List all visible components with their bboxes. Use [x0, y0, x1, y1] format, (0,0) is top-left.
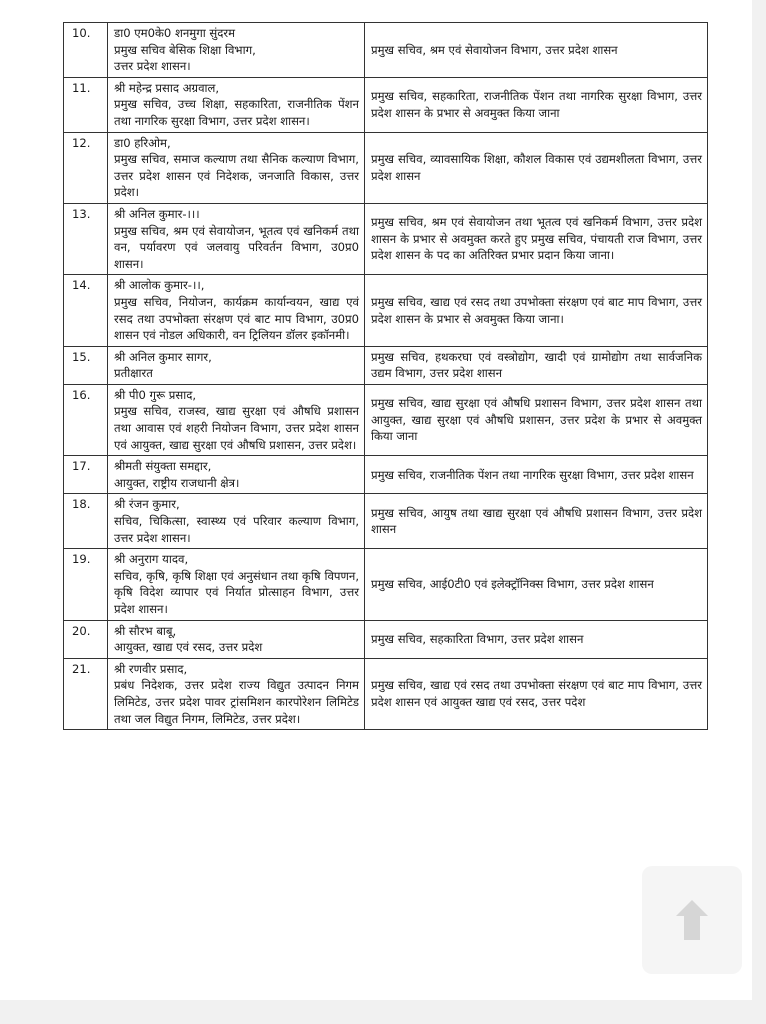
- table-row: [64, 384, 708, 455]
- officer-current-post: [108, 346, 365, 384]
- officer-current-post: [108, 549, 365, 620]
- current-post-text: सचिव, कृषि, कृषि शिक्षा एवं अनुसंधान तथा कृषि विपणन, कृषि विदेश व्यापार एवं निर्यात प्रोत्साहन विभाग, उत्तर प्रदेश शासन।: [114, 568, 359, 616]
- row-number: 18.: [64, 494, 108, 549]
- officer-name: श्री अनिल कुमार सागर,: [114, 349, 212, 364]
- officer-name: श्री पी0 गुरू प्रसाद,: [114, 387, 197, 402]
- officer-name: श्री सौरभ बाबू,: [114, 623, 177, 638]
- arrow-up-icon: [672, 896, 712, 944]
- current-post-text: आयुक्त, खाद्य एवं रसद, उत्तर प्रदेश: [114, 640, 263, 655]
- new-posting: प्रमुख सचिव, आई0टी0 एवं इलेक्ट्रॉनिक्स विभाग, उत्तर प्रदेश शासन: [365, 549, 708, 620]
- current-post-text: प्रमुख सचिव, नियोजन, कार्यक्रम कार्यान्वयन, खाद्य एवं रसद तथा उपभोक्ता संरक्षण एवं बाट माप विभाग, उ0प्र0 शासन एवं नोडल अधिकारी, वन ट्रिलियन डॉलर इकॉनमी।: [114, 294, 359, 343]
- current-post-text: प्रमुख सचिव, उच्च शिक्षा, सहकारिता, राजनीतिक पेंशन तथा नागरिक सुरक्षा विभाग, उत्तर प्रदेश शासन।: [114, 97, 359, 128]
- table-row: [64, 494, 708, 549]
- officer-current-post: [108, 77, 365, 132]
- row-number: 10.: [64, 23, 108, 78]
- table-row: [64, 203, 708, 274]
- officer-name: श्री रंजन कुमार,: [114, 497, 180, 512]
- row-number: 15.: [64, 346, 108, 384]
- officer-name: श्री महेन्द्र प्रसाद अग्रवाल,: [114, 80, 220, 95]
- row-number: 20.: [64, 620, 108, 658]
- new-posting: प्रमुख सचिव, सहकारिता, राजनीतिक पेंशन तथा नागरिक सुरक्षा विभाग, उत्तर प्रदेश शासन के प्रभार से अवमुक्त किया जाना: [365, 77, 708, 132]
- row-number: 12.: [64, 132, 108, 203]
- table-row: [64, 77, 708, 132]
- row-number: 16.: [64, 384, 108, 455]
- transfer-table-body: [64, 23, 708, 730]
- current-post-text: प्रमुख सचिव, समाज कल्याण तथा सैनिक कल्याण विभाग, उत्तर प्रदेश शासन एवं निदेशक, जनजाति विकास, उत्तर प्रदेश।: [114, 152, 359, 200]
- current-post-text: प्रमुख सचिव, श्रम एवं सेवायोजन, भूतत्व एवं खनिकर्म तथा वन, पर्यावरण एवं जलवायु परिवर्तन विभाग, उ0प्र0 शासन।: [114, 223, 359, 271]
- table-row: [64, 658, 708, 729]
- officer-current-post: [108, 658, 365, 729]
- current-post-text: प्रमुख सचिव बेसिक शिक्षा विभाग,: [114, 42, 256, 57]
- table-row: [64, 275, 708, 346]
- current-post-text: आयुक्त, राष्ट्रीय राजधानी क्षेत्र।: [114, 475, 240, 490]
- current-post-text: प्रबंध निदेशक, उत्तर प्रदेश राज्य विद्युत उत्पादन निगम लिमिटेड, उत्तर प्रदेश पावर ट्रांसमिशन कारपोरेशन लिमिटेड तथा जल विद्युत निगम, लिमिटेड, उत्तर प्रदेश।: [114, 678, 359, 726]
- table-row: [64, 549, 708, 620]
- officer-name: श्री अनिल कुमार-।।।: [114, 206, 200, 221]
- new-posting: प्रमुख सचिव, श्रम एवं सेवायोजन विभाग, उत्तर प्रदेश शासन: [365, 23, 708, 78]
- officer-name: डा0 एम0के0 शनमुगा सुंदरम: [114, 26, 236, 40]
- officer-current-post: [108, 620, 365, 658]
- table-row: [64, 23, 708, 78]
- new-posting: प्रमुख सचिव, राजनीतिक पेंशन तथा नागरिक सुरक्षा विभाग, उत्तर प्रदेश शासन: [365, 456, 708, 494]
- row-number: 14.: [64, 275, 108, 346]
- row-number: 17.: [64, 456, 108, 494]
- officer-name: श्री आलोक कुमार-।।,: [114, 278, 205, 293]
- row-number: 11.: [64, 77, 108, 132]
- new-posting: प्रमुख सचिव, हथकरघा एवं वस्त्रोद्योग, खादी एवं ग्रामोद्योग तथा सार्वजनिक उद्यम विभाग, उत्तर प्रदेश शासन: [365, 346, 708, 384]
- new-posting: प्रमुख सचिव, आयुष तथा खाद्य सुरक्षा एवं औषधि प्रशासन विभाग, उत्तर प्रदेश शासन: [365, 494, 708, 549]
- officer-current-post: [108, 23, 365, 78]
- officer-name: श्री रणवीर प्रसाद,: [114, 661, 188, 676]
- new-posting: प्रमुख सचिव, सहकारिता विभाग, उत्तर प्रदेश शासन: [365, 620, 708, 658]
- table-row: [64, 456, 708, 494]
- current-post-text: प्रमुख सचिव, राजस्व, खाद्य सुरक्षा एवं औषधि प्रशासन तथा आवास एवं शहरी नियोजन विभाग, उत्तर प्रदेश शासन एवं आयुक्त, खाद्य सुरक्षा एवं औषधि प्रशासन, उत्तर प्रदेश।: [114, 404, 359, 452]
- officer-name: श्रीमती संयुक्ता समद्दार,: [114, 459, 212, 474]
- table-row: [64, 620, 708, 658]
- current-post-text: उत्तर प्रदेश शासन।: [114, 59, 191, 74]
- officer-current-post: [108, 494, 365, 549]
- new-posting: प्रमुख सचिव, श्रम एवं सेवायोजन तथा भूतत्व एवं खनिकर्म विभाग, उत्तर प्रदेश शासन के प्रभार से अवमुक्त करते हुए प्रमुख सचिव, पंचायती राज विभाग, उत्तर प्रदेश शासन के पद का अतिरिक्त प्रभार प्रदान किया जाना।: [365, 203, 708, 274]
- officer-current-post: [108, 456, 365, 494]
- officer-current-post: [108, 384, 365, 455]
- current-post-text: सचिव, चिकित्सा, स्वास्थ्य एवं परिवार कल्याण विभाग, उत्तर प्रदेश शासन।: [114, 514, 359, 545]
- officer-name: डा0 हरिओम,: [114, 135, 171, 150]
- new-posting: प्रमुख सचिव, व्यावसायिक शिक्षा, कौशल विकास एवं उद्यमशीलता विभाग, उत्तर प्रदेश शासन: [365, 132, 708, 203]
- new-posting: प्रमुख सचिव, खाद्य एवं रसद तथा उपभोक्ता संरक्षण एवं बाट माप विभाग, उत्तर प्रदेश शासन के प्रभार से अवमुक्त किया जाना।: [365, 275, 708, 346]
- row-number: 13.: [64, 203, 108, 274]
- officer-current-post: [108, 203, 365, 274]
- table-row: [64, 132, 708, 203]
- officer-current-post: [108, 275, 365, 346]
- officer-name: श्री अनुराग यादव,: [114, 552, 189, 567]
- row-number: 21.: [64, 658, 108, 729]
- row-number: 19.: [64, 549, 108, 620]
- transfer-table: [63, 22, 708, 730]
- new-posting: प्रमुख सचिव, खाद्य एवं रसद तथा उपभोक्ता संरक्षण एवं बाट माप विभाग, उत्तर प्रदेश शासन एवं आयुक्त खाद्य एवं रसद, उत्तर पदेश: [365, 658, 708, 729]
- table-row: [64, 346, 708, 384]
- new-posting: प्रमुख सचिव, खाद्य सुरक्षा एवं औषधि प्रशासन विभाग, उत्तर प्रदेश शासन तथा आयुक्त, खाद्य सुरक्षा एवं औषधि प्रशासन, उत्तर प्रदेश के प्रभार से अवमुक्त किया जाना: [365, 384, 708, 455]
- current-post-text: प्रतीक्षारत: [114, 366, 153, 381]
- officer-current-post: [108, 132, 365, 203]
- scroll-to-top-button[interactable]: [642, 866, 742, 974]
